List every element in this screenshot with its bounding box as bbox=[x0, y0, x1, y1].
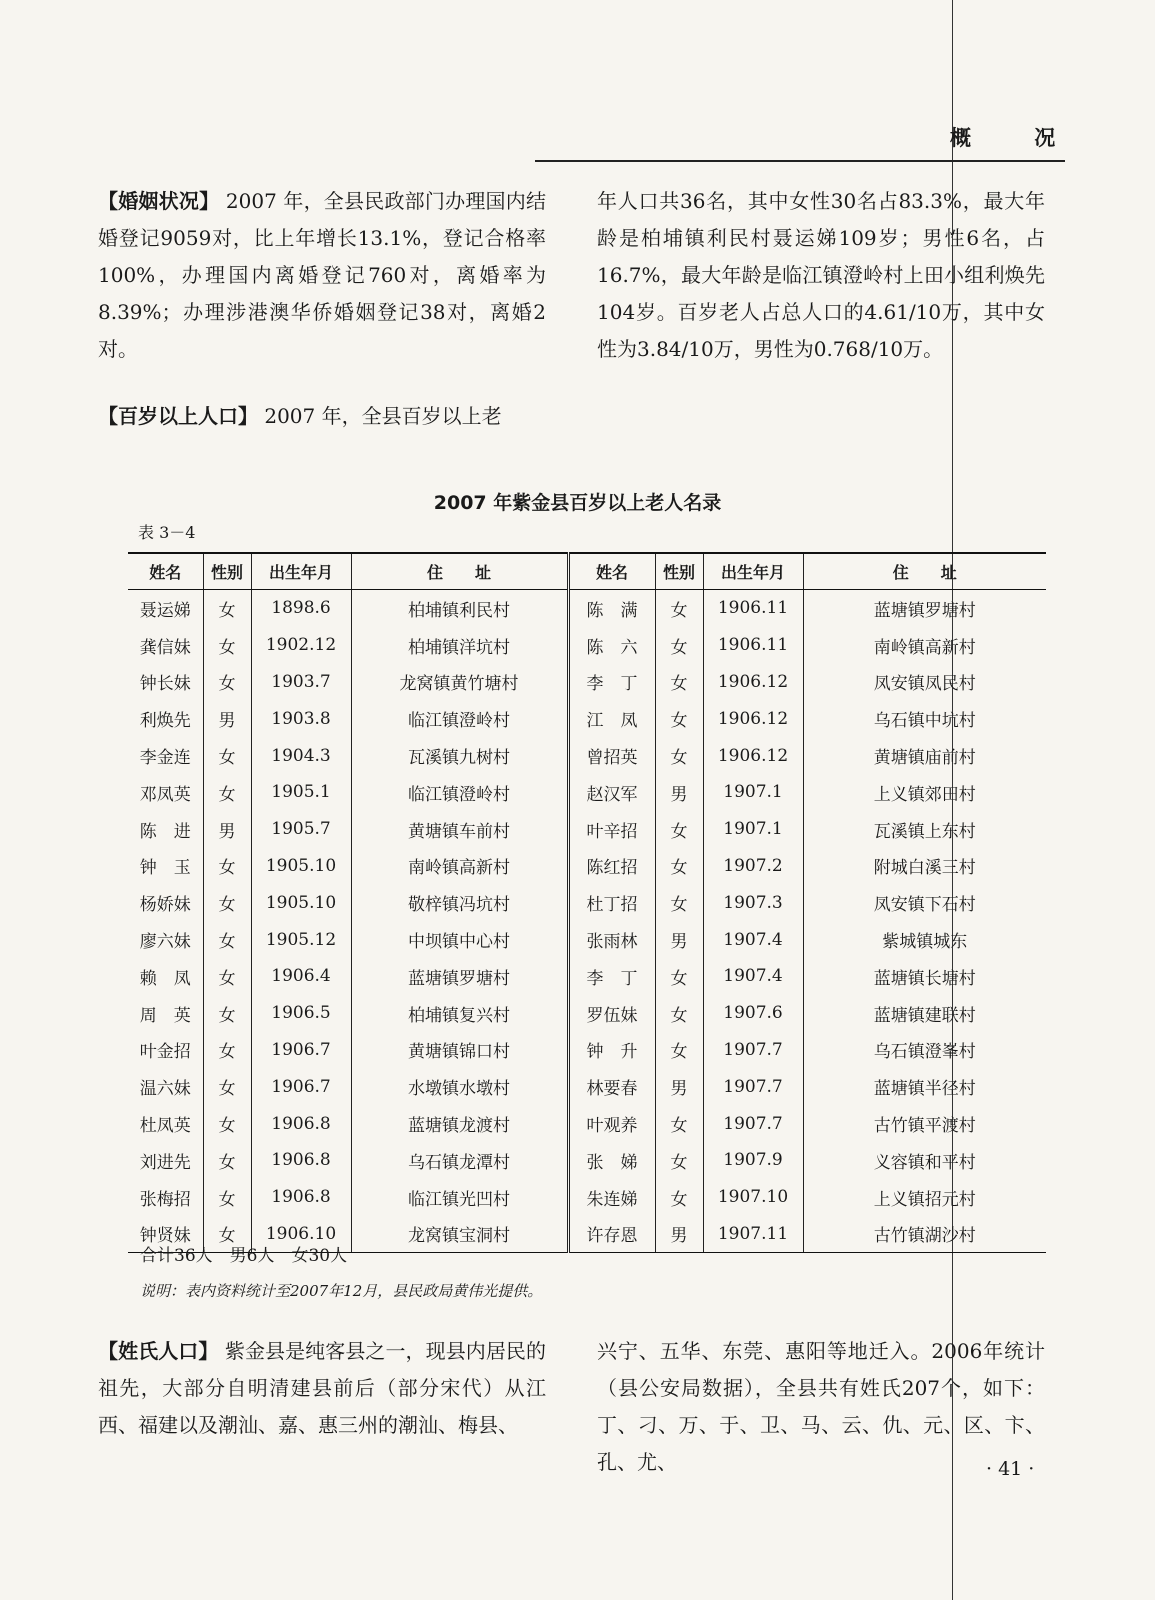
cell-birth: 1907.1 bbox=[703, 774, 803, 811]
cell-address: 瓦溪镇上东村 bbox=[803, 811, 1046, 848]
cell-birth: 1905.10 bbox=[251, 848, 351, 885]
cell-address: 古竹镇湖沙村 bbox=[803, 1216, 1046, 1253]
cell-sex: 女 bbox=[203, 1179, 251, 1216]
cell-birth: 1907.3 bbox=[703, 884, 803, 921]
cell-birth: 1907.6 bbox=[703, 995, 803, 1032]
cell-sex: 男 bbox=[203, 811, 251, 848]
cell-birth: 1907.4 bbox=[703, 958, 803, 995]
cell-address: 乌石镇澄峯村 bbox=[803, 1032, 1046, 1069]
cell-name: 赵汉军 bbox=[568, 774, 655, 811]
cell-birth: 1906.7 bbox=[251, 1032, 351, 1069]
cell-address: 蓝塘镇龙渡村 bbox=[351, 1105, 568, 1142]
centenarian-paragraph bbox=[98, 398, 546, 435]
cell-address: 龙窝镇黄竹塘村 bbox=[351, 664, 568, 701]
centenarian-paragraph-cont: 年人口共36名，其中女性30名占83.3%，最大年龄是柏埔镇利民村聂运娣109岁；男性6名，占16.7%，最大年龄是临江镇澄岭村上田小组利焕先104岁。百岁老人占总人口的4.61/10万，其中女性为3.84/10万，男性为0.768/10万。 bbox=[597, 189, 1045, 361]
table-row bbox=[128, 1068, 1046, 1105]
cell-name: 朱连娣 bbox=[568, 1179, 655, 1216]
cell-name: 温六妹 bbox=[139, 1079, 191, 1100]
cell-birth: 1907.7 bbox=[703, 1032, 803, 1069]
cell-sex: 女 bbox=[655, 664, 703, 701]
cell-address: 柏埔镇复兴村 bbox=[351, 995, 568, 1032]
table-id: 表 3－4 bbox=[138, 523, 196, 542]
table-row bbox=[128, 737, 1046, 774]
cell-address: 中坝镇中心村 bbox=[351, 921, 568, 958]
cell-name: 林要春 bbox=[568, 1068, 655, 1105]
surname-paragraph-cont: 兴宁、五华、东莞、惠阳等地迁入。2006年统计（县公安局数据），全县共有姓氏207个，如下：丁、刁、万、于、卫、马、云、仇、元、区、卞、孔、尤、 bbox=[597, 1339, 1045, 1474]
table-title: 2007 年紫金县百岁以上老人名录 bbox=[433, 492, 722, 514]
cell-birth: 1905.1 bbox=[251, 774, 351, 811]
cell-name: 许存恩 bbox=[568, 1216, 655, 1253]
table-row bbox=[128, 958, 1046, 995]
cell-address: 上义镇郊田村 bbox=[803, 774, 1046, 811]
cell-birth: 1906.4 bbox=[251, 958, 351, 995]
cell-birth: 1906.8 bbox=[251, 1179, 351, 1216]
cell-birth: 1907.2 bbox=[703, 848, 803, 885]
cell-birth: 1906.11 bbox=[703, 627, 803, 664]
cell-name: 陈 进 bbox=[139, 821, 191, 842]
cell-birth: 1905.10 bbox=[251, 884, 351, 921]
cell-name: 龚信妹 bbox=[139, 637, 191, 658]
cell-name: 钟 升 bbox=[568, 1032, 655, 1069]
cell-sex: 女 bbox=[655, 884, 703, 921]
cell-birth: 1907.7 bbox=[703, 1105, 803, 1142]
cell-address: 瓦溪镇九树村 bbox=[351, 737, 568, 774]
cell-name: 江 凤 bbox=[568, 700, 655, 737]
cell-sex: 女 bbox=[655, 1179, 703, 1216]
cell-sex: 女 bbox=[655, 627, 703, 664]
cell-address: 乌石镇龙潭村 bbox=[351, 1142, 568, 1179]
header-sex: 性别 bbox=[655, 553, 703, 590]
cell-name: 陈 满 bbox=[568, 590, 655, 627]
table-row bbox=[128, 664, 1046, 701]
cell-sex: 女 bbox=[203, 884, 251, 921]
cell-sex: 女 bbox=[203, 848, 251, 885]
cell-sex: 女 bbox=[655, 1105, 703, 1142]
cell-name: 张雨林 bbox=[568, 921, 655, 958]
cell-address: 黄塘镇车前村 bbox=[351, 811, 568, 848]
header-rule bbox=[535, 160, 1065, 162]
section-title: 概 况 bbox=[950, 126, 1084, 150]
cell-sex: 女 bbox=[655, 958, 703, 995]
cell-sex: 男 bbox=[655, 1216, 703, 1253]
cell-address: 水墩镇水墩村 bbox=[351, 1068, 568, 1105]
cell-name: 钟 玉 bbox=[139, 858, 191, 879]
cell-sex: 女 bbox=[655, 737, 703, 774]
cell-name: 陈 六 bbox=[568, 627, 655, 664]
cell-name: 张 娣 bbox=[568, 1142, 655, 1179]
cell-address: 凤安镇下石村 bbox=[803, 884, 1046, 921]
cell-address: 临江镇澄岭村 bbox=[351, 700, 568, 737]
cell-sex: 女 bbox=[203, 921, 251, 958]
cell-address: 古竹镇平渡村 bbox=[803, 1105, 1046, 1142]
cell-name: 廖六妹 bbox=[139, 932, 191, 953]
cell-address: 上义镇招元村 bbox=[803, 1179, 1046, 1216]
cell-name: 周 英 bbox=[139, 1005, 191, 1026]
cell-name: 陈红招 bbox=[568, 848, 655, 885]
surname-paragraph bbox=[98, 1333, 546, 1444]
cell-sex: 女 bbox=[203, 1142, 251, 1179]
cell-birth: 1907.4 bbox=[703, 921, 803, 958]
cell-name: 钟长妹 bbox=[139, 674, 191, 695]
table-row bbox=[128, 1179, 1046, 1216]
cell-name: 刘进先 bbox=[139, 1152, 191, 1173]
cell-sex: 男 bbox=[655, 921, 703, 958]
page-number: · 41 · bbox=[986, 1458, 1035, 1480]
cell-address: 龙窝镇宝洞村 bbox=[351, 1216, 568, 1253]
cell-name: 曾招英 bbox=[568, 737, 655, 774]
cell-address: 蓝塘镇半径村 bbox=[803, 1068, 1046, 1105]
cell-name: 叶辛招 bbox=[568, 811, 655, 848]
cell-sex: 女 bbox=[203, 1068, 251, 1105]
cell-birth: 1907.11 bbox=[703, 1216, 803, 1253]
table-row bbox=[128, 995, 1046, 1032]
cell-sex: 女 bbox=[203, 958, 251, 995]
marriage-text: 2007 年，全县民政部门办理国内结婚登记9059对，比上年增长13.1%，登记合格率100%，办理国内离婚登记760对，离婚率为8.39%；办理涉港澳华侨婚姻登记38对，离婚2对。 bbox=[98, 189, 546, 361]
cell-birth: 1907.10 bbox=[703, 1179, 803, 1216]
table-row bbox=[128, 1032, 1046, 1069]
cell-birth: 1904.3 bbox=[251, 737, 351, 774]
surname-text: 紫金县是纯客县之一，现县内居民的祖先，大部分自明清建县前后（部分宋代）从江西、福建以及潮汕、嘉、惠三州的潮汕、梅县、 bbox=[98, 1339, 547, 1437]
cell-sex: 男 bbox=[655, 774, 703, 811]
cell-address: 柏埔镇利民村 bbox=[351, 590, 568, 627]
cell-sex: 女 bbox=[655, 700, 703, 737]
table-note: 说明：表内资料统计至2007年12月，县民政局黄伟光提供。 bbox=[140, 1282, 543, 1300]
cell-address: 南岭镇高新村 bbox=[803, 627, 1046, 664]
table-row bbox=[128, 848, 1046, 885]
cell-sex: 女 bbox=[203, 627, 251, 664]
table-row bbox=[128, 700, 1046, 737]
cell-address: 蓝塘镇建联村 bbox=[803, 995, 1046, 1032]
cell-sex: 女 bbox=[203, 664, 251, 701]
cell-birth: 1903.7 bbox=[251, 664, 351, 701]
cell-birth: 1906.8 bbox=[251, 1142, 351, 1179]
cell-name: 利焕先 bbox=[139, 711, 191, 732]
cell-address: 临江镇光凹村 bbox=[351, 1179, 568, 1216]
header-name: 姓名 bbox=[128, 553, 203, 590]
cell-name: 罗伍妹 bbox=[568, 995, 655, 1032]
cell-sex: 女 bbox=[655, 848, 703, 885]
cell-sex: 女 bbox=[655, 995, 703, 1032]
table-row bbox=[128, 884, 1046, 921]
cell-address: 凤安镇凤民村 bbox=[803, 664, 1046, 701]
cell-sex: 男 bbox=[655, 1068, 703, 1105]
cell-name: 叶金招 bbox=[139, 1042, 191, 1063]
cell-name: 杜凤英 bbox=[139, 1116, 191, 1137]
cell-address: 南岭镇高新村 bbox=[351, 848, 568, 885]
cell-birth: 1906.10 bbox=[251, 1216, 351, 1253]
cell-birth: 1906.5 bbox=[251, 995, 351, 1032]
cell-sex: 女 bbox=[203, 590, 251, 627]
cell-birth: 1907.9 bbox=[703, 1142, 803, 1179]
cell-address: 乌石镇中坑村 bbox=[803, 700, 1046, 737]
cell-sex: 男 bbox=[203, 700, 251, 737]
header-address: 住 址 bbox=[351, 553, 568, 590]
header-name: 姓名 bbox=[568, 553, 655, 590]
centenarian-table bbox=[128, 552, 1046, 1253]
cell-name: 张梅招 bbox=[139, 1189, 191, 1210]
cell-name: 李金连 bbox=[139, 748, 191, 769]
cell-birth: 1902.12 bbox=[251, 627, 351, 664]
cell-sex: 女 bbox=[655, 1142, 703, 1179]
cell-birth: 1906.11 bbox=[703, 590, 803, 627]
table-row bbox=[128, 627, 1046, 664]
cell-sex: 女 bbox=[655, 811, 703, 848]
cell-birth: 1898.6 bbox=[251, 590, 351, 627]
cell-sex: 女 bbox=[203, 1032, 251, 1069]
cell-birth: 1906.7 bbox=[251, 1068, 351, 1105]
cell-name: 邓凤英 bbox=[139, 784, 191, 805]
cell-name: 李 丁 bbox=[568, 958, 655, 995]
table-row bbox=[128, 1105, 1046, 1142]
cell-birth: 1907.7 bbox=[703, 1068, 803, 1105]
cell-sex: 女 bbox=[203, 1216, 251, 1253]
table-header-row bbox=[128, 553, 1046, 590]
cell-address: 黄塘镇锦口村 bbox=[351, 1032, 568, 1069]
cell-address: 紫城镇城东 bbox=[803, 921, 1046, 958]
header-sex: 性别 bbox=[203, 553, 251, 590]
cell-name: 杨娇妹 bbox=[139, 895, 191, 916]
table-row bbox=[128, 774, 1046, 811]
cell-address: 蓝塘镇罗塘村 bbox=[351, 958, 568, 995]
cell-name: 杜丁招 bbox=[568, 884, 655, 921]
cell-birth: 1906.12 bbox=[703, 737, 803, 774]
cell-sex: 女 bbox=[655, 1032, 703, 1069]
cell-name: 叶观养 bbox=[568, 1105, 655, 1142]
cell-address: 附城白溪三村 bbox=[803, 848, 1046, 885]
cell-name: 聂运娣 bbox=[139, 600, 191, 621]
table-row bbox=[128, 590, 1046, 627]
cell-birth: 1905.7 bbox=[251, 811, 351, 848]
cell-birth: 1906.12 bbox=[703, 664, 803, 701]
centenarian-lead: 【百岁以上人口】 bbox=[98, 404, 258, 428]
header-birth: 出生年月 bbox=[251, 553, 351, 590]
cell-sex: 女 bbox=[655, 590, 703, 627]
marriage-paragraph bbox=[98, 183, 546, 368]
cell-address: 黄塘镇庙前村 bbox=[803, 737, 1046, 774]
cell-sex: 女 bbox=[203, 995, 251, 1032]
cell-sex: 女 bbox=[203, 1105, 251, 1142]
table-row bbox=[128, 1142, 1046, 1179]
cell-address: 义容镇和平村 bbox=[803, 1142, 1046, 1179]
centenarian-text: 2007 年，全县百岁以上老 bbox=[258, 404, 502, 428]
cell-birth: 1906.8 bbox=[251, 1105, 351, 1142]
cell-name: 赖 凤 bbox=[139, 968, 191, 989]
header-address: 住 址 bbox=[803, 553, 1046, 590]
cell-address: 临江镇澄岭村 bbox=[351, 774, 568, 811]
cell-address: 蓝塘镇罗塘村 bbox=[803, 590, 1046, 627]
surname-lead: 【姓氏人口】 bbox=[98, 1339, 219, 1363]
cell-name: 李 丁 bbox=[568, 664, 655, 701]
cell-address: 蓝塘镇长塘村 bbox=[803, 958, 1046, 995]
cell-address: 敬梓镇冯坑村 bbox=[351, 884, 568, 921]
table-row bbox=[128, 811, 1046, 848]
cell-sex: 女 bbox=[203, 774, 251, 811]
cell-name: 钟贤妹 bbox=[128, 1216, 203, 1253]
header-birth: 出生年月 bbox=[703, 553, 803, 590]
cell-birth: 1907.1 bbox=[703, 811, 803, 848]
cell-birth: 1905.12 bbox=[251, 921, 351, 958]
cell-birth: 1906.12 bbox=[703, 700, 803, 737]
cell-birth: 1903.8 bbox=[251, 700, 351, 737]
cell-sex: 女 bbox=[203, 737, 251, 774]
marriage-lead: 【婚姻状况】 bbox=[98, 189, 220, 213]
table-row bbox=[128, 921, 1046, 958]
table-total: 合计36人 男6人 女30人 bbox=[140, 1246, 348, 1266]
cell-address: 柏埔镇洋坑村 bbox=[351, 627, 568, 664]
